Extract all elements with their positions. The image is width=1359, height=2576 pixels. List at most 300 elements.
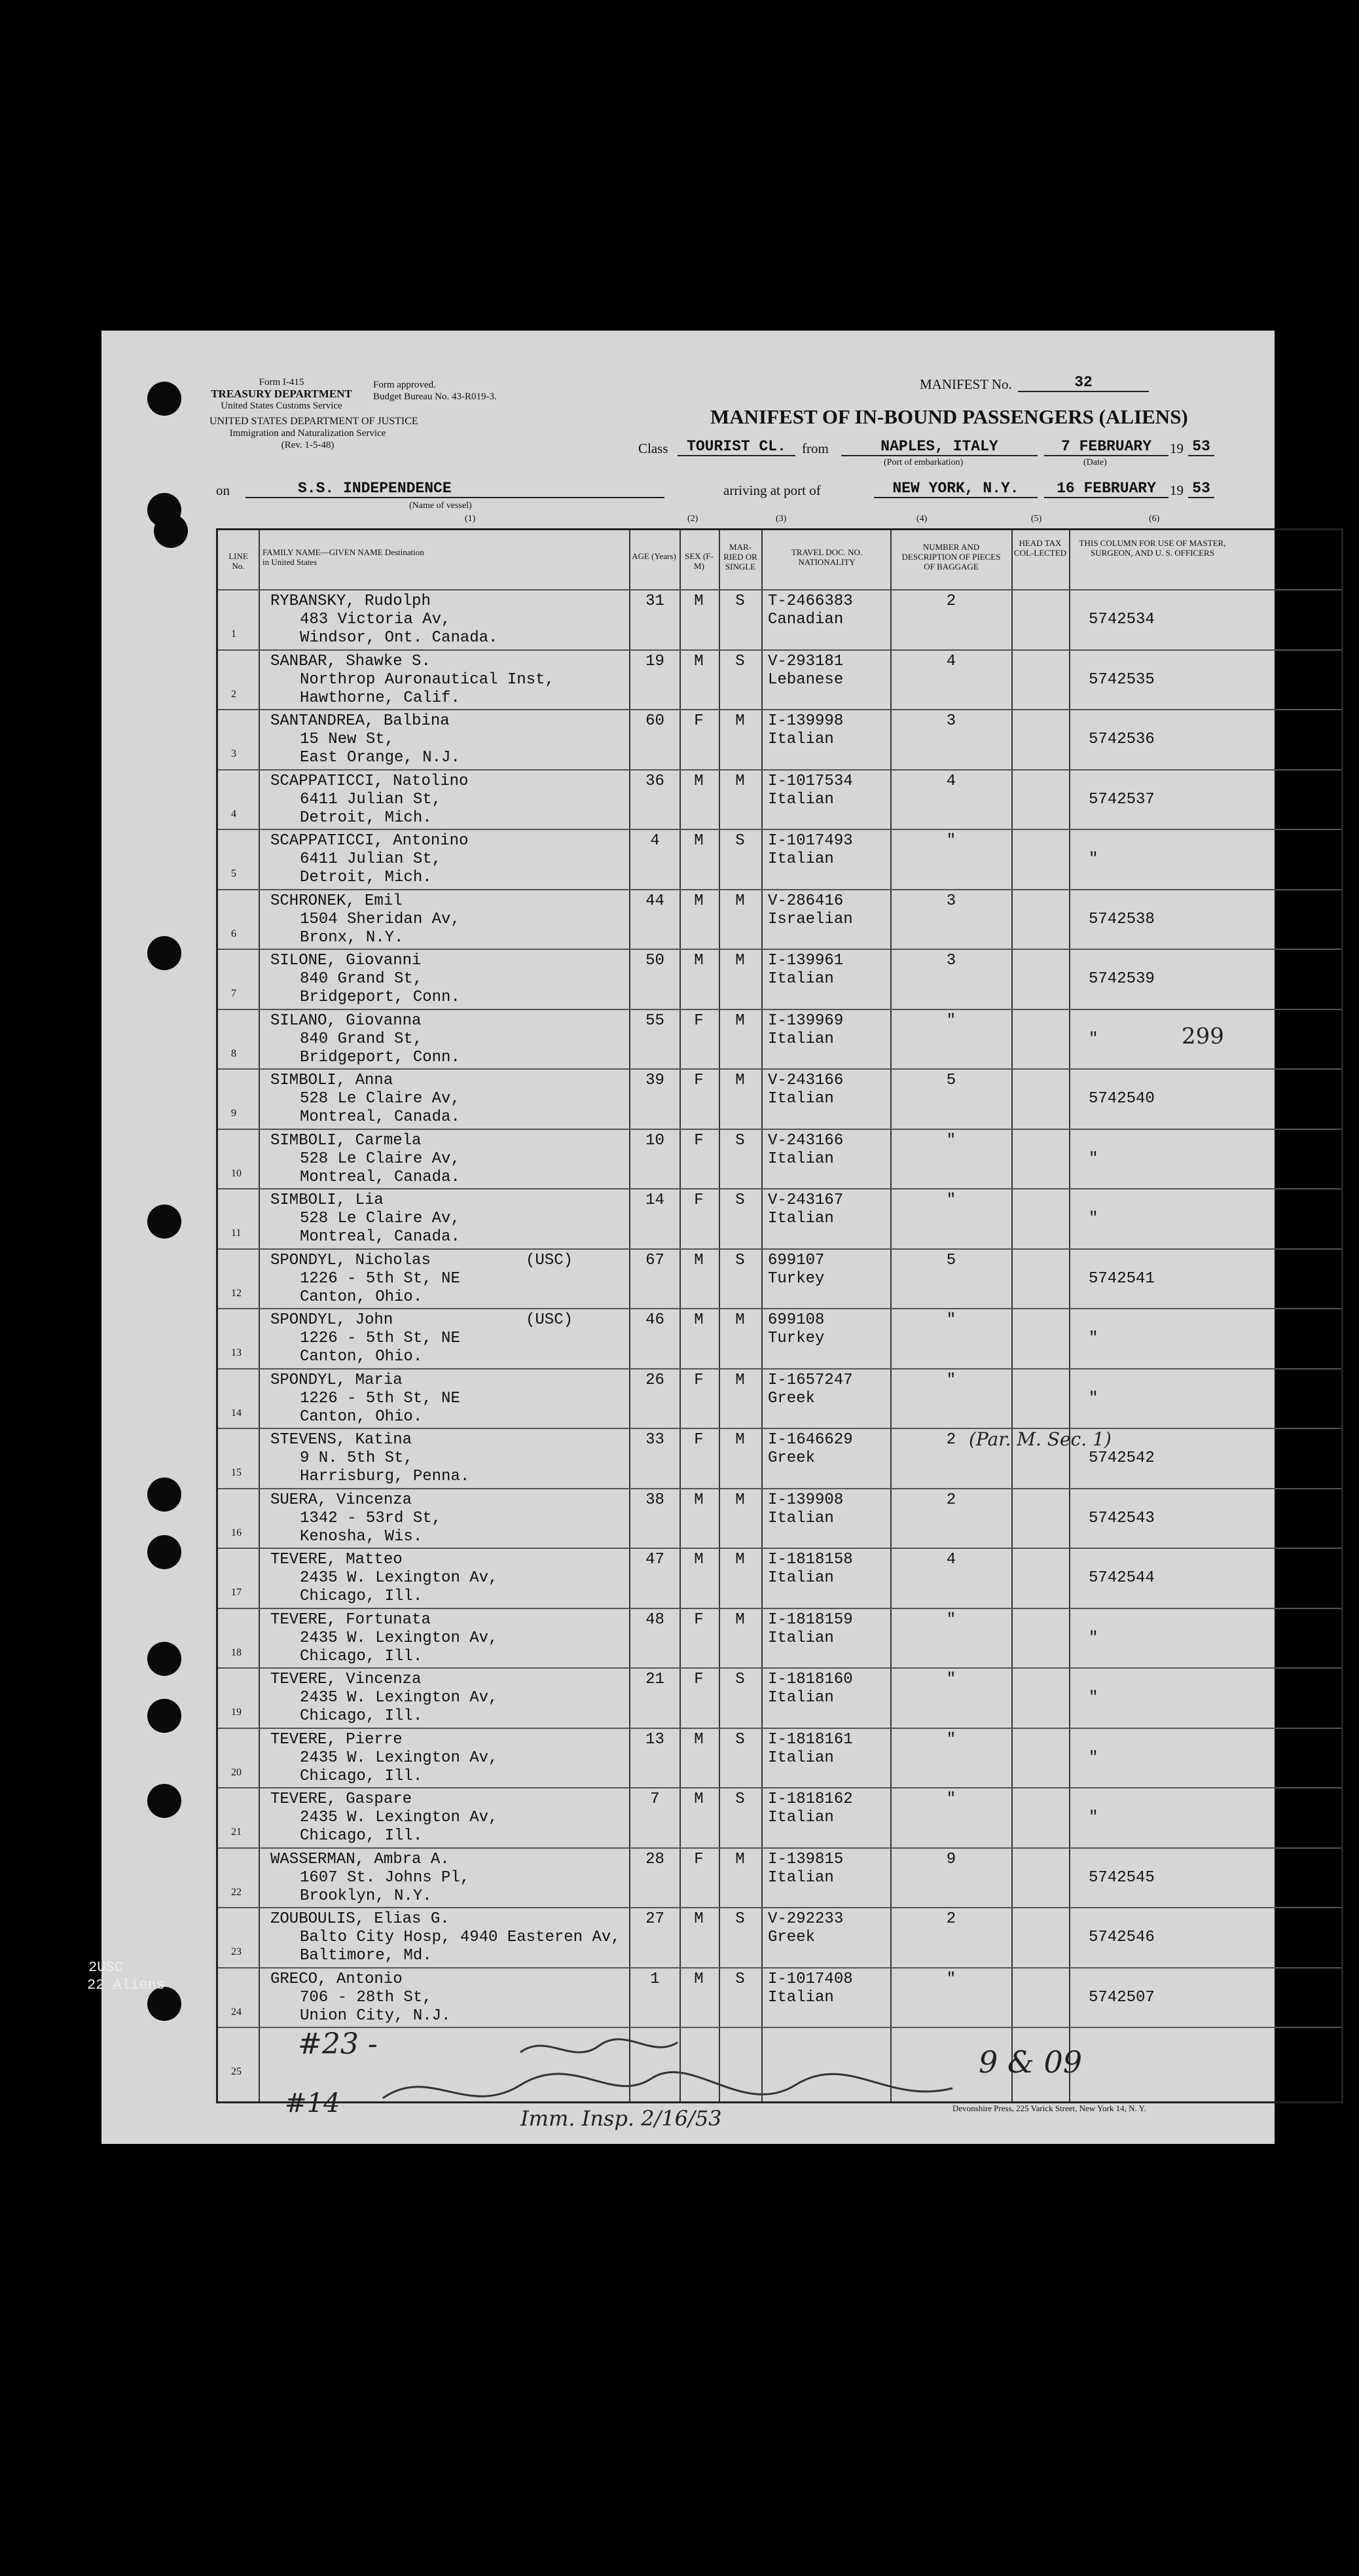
sex: M bbox=[694, 1910, 704, 1928]
header-travel-doc: TRAVEL DOC. NO. NATIONALITY bbox=[791, 547, 863, 567]
col-num-5: (5) bbox=[1031, 514, 1042, 524]
passenger-name: TEVERE, Vincenza bbox=[270, 1671, 422, 1688]
table-row bbox=[218, 649, 1341, 711]
col-num-1: (1) bbox=[465, 514, 476, 524]
table-row bbox=[218, 1728, 1341, 1789]
left-count-usc: 2USC bbox=[88, 1959, 123, 1976]
manifest-page bbox=[87, 331, 1275, 2144]
table-row bbox=[218, 1188, 1341, 1250]
address-line-1: 1226 - 5th St, NE bbox=[300, 1269, 460, 1288]
marital-status: M bbox=[735, 1072, 745, 1089]
passenger-name: TEVERE, Fortunata bbox=[270, 1610, 431, 1629]
citizenship-note: (USC) bbox=[526, 1251, 573, 1269]
address-line-1: 2435 W. Lexington Av, bbox=[300, 1569, 498, 1587]
officer-number: " bbox=[1089, 1809, 1098, 1826]
sex: M bbox=[694, 832, 704, 850]
baggage-count: 2 bbox=[946, 592, 956, 610]
col-num-6: (6) bbox=[1149, 514, 1160, 524]
line-number: 6 bbox=[231, 928, 236, 939]
table-row bbox=[218, 829, 1341, 890]
travel-doc-no: V-243166 bbox=[768, 1072, 844, 1089]
baggage-count: 3 bbox=[946, 892, 956, 910]
budget-bureau: Budget Bureau No. 43-R019-3. bbox=[373, 391, 497, 402]
address-line-2: Chicago, Ill. bbox=[300, 1647, 423, 1665]
address-line-1: 706 - 28th St, bbox=[300, 1988, 432, 2006]
age: 28 bbox=[645, 1850, 664, 1868]
passenger-name: SANTANDREA, Balbina bbox=[270, 712, 450, 730]
officer-number: " bbox=[1089, 1150, 1098, 1168]
baggage-count: " bbox=[946, 1730, 956, 1749]
nationality: Italian bbox=[768, 1868, 834, 1887]
baggage-count: " bbox=[946, 1131, 956, 1150]
sex: F bbox=[694, 1011, 704, 1030]
marital-status: S bbox=[735, 1790, 745, 1808]
travel-doc-no: 699107 bbox=[768, 1251, 825, 1269]
baggage-count: " bbox=[946, 1311, 956, 1329]
punch-hole bbox=[147, 936, 181, 970]
class-label: Class bbox=[638, 441, 668, 456]
passenger-name: SIMBOLI, Carmela bbox=[270, 1131, 422, 1150]
baggage-count: " bbox=[946, 1610, 956, 1629]
marital-status: M bbox=[735, 772, 745, 790]
line-number: 14 bbox=[231, 1407, 242, 1419]
baggage-count: 4 bbox=[946, 772, 956, 790]
right-mark: 9 & 09 bbox=[979, 2044, 1082, 2080]
port-of-embarkation: NAPLES, ITALY bbox=[841, 438, 1038, 456]
line-number: 4 bbox=[231, 808, 236, 820]
officer-number: 5742537 bbox=[1089, 790, 1155, 808]
line-number: 12 bbox=[231, 1287, 242, 1299]
nationality: Greek bbox=[768, 1389, 816, 1407]
department: TREASURY DEPARTMENT bbox=[211, 388, 352, 400]
age: 46 bbox=[645, 1311, 664, 1329]
officer-number: " bbox=[1089, 1389, 1098, 1407]
passenger-name: TEVERE, Gaspare bbox=[270, 1790, 412, 1808]
address-line-2: Montreal, Canada. bbox=[300, 1228, 460, 1246]
line-number: 3 bbox=[231, 748, 236, 759]
arrival-year: 53 bbox=[1188, 480, 1214, 498]
marital-status: S bbox=[735, 1131, 745, 1150]
marital-status: S bbox=[735, 832, 745, 850]
passenger-name: SILONE, Giovanni bbox=[270, 952, 422, 970]
year-prefix: 19 bbox=[1170, 441, 1184, 456]
customs-service: United States Customs Service bbox=[221, 401, 342, 411]
baggage-count: 4 bbox=[946, 1551, 956, 1569]
line-number: 21 bbox=[231, 1826, 242, 1838]
table-row bbox=[218, 1548, 1341, 1609]
arrival-port: NEW YORK, N.Y. bbox=[874, 480, 1038, 498]
marital-status: M bbox=[735, 1491, 745, 1509]
header-officers: THIS COLUMN FOR USE OF MASTER, SURGEON, AND U. S. OFFICERS bbox=[1079, 538, 1226, 558]
baggage-count: " bbox=[946, 1970, 956, 1988]
nationality: Israelian bbox=[768, 910, 853, 928]
line-number: 8 bbox=[231, 1047, 236, 1059]
sex: F bbox=[694, 1610, 704, 1629]
baggage-count: 9 bbox=[946, 1850, 956, 1868]
sex: F bbox=[694, 1072, 704, 1089]
travel-doc-no: T-2466383 bbox=[768, 592, 853, 610]
baggage-count: " bbox=[946, 832, 956, 850]
passenger-name: SIMBOLI, Anna bbox=[270, 1072, 393, 1089]
marital-status: M bbox=[735, 1850, 745, 1868]
header-line-no: LINE No. bbox=[228, 551, 248, 571]
travel-doc-no: I-1017534 bbox=[768, 772, 853, 790]
officer-number: " bbox=[1089, 850, 1098, 868]
table-row bbox=[218, 949, 1341, 1010]
passenger-name: GRECO, Antonio bbox=[270, 1970, 403, 1988]
nationality: Italian bbox=[768, 970, 834, 988]
baggage-count: 2 bbox=[946, 1910, 956, 1928]
baggage-count: 3 bbox=[946, 712, 956, 730]
punch-hole bbox=[147, 1699, 181, 1733]
address-line-2: Detroit, Mich. bbox=[300, 808, 432, 827]
doj-block bbox=[209, 416, 418, 451]
address-line-2: East Orange, N.J. bbox=[300, 749, 460, 767]
travel-doc-no: I-139961 bbox=[768, 952, 844, 970]
officer-number: 5742546 bbox=[1089, 1929, 1155, 1946]
travel-doc-no: I-139998 bbox=[768, 712, 844, 730]
nationality: Italian bbox=[768, 850, 834, 868]
nationality: Italian bbox=[768, 1150, 834, 1168]
sex: F bbox=[694, 1850, 704, 1868]
signature-scribble bbox=[376, 2026, 966, 2131]
officer-number: 5742536 bbox=[1089, 731, 1155, 748]
embarkation-date: 7 FEBRUARY bbox=[1044, 438, 1169, 456]
date-caption: (Date) bbox=[1083, 458, 1107, 467]
line-number: 22 bbox=[231, 1886, 242, 1898]
sex: M bbox=[694, 652, 704, 670]
table-row bbox=[218, 1368, 1341, 1430]
address-line-1: 2435 W. Lexington Av, bbox=[300, 1809, 498, 1826]
marital-status: M bbox=[735, 1371, 745, 1389]
header-head-tax: HEAD TAX COL-LECTED bbox=[1013, 538, 1067, 558]
nationality: Italian bbox=[768, 1210, 834, 1227]
age: 13 bbox=[645, 1730, 664, 1749]
line-number: 13 bbox=[231, 1347, 242, 1358]
address-line-2: Canton, Ohio. bbox=[300, 1348, 423, 1366]
table-row bbox=[218, 1248, 1341, 1310]
address-line-1: 1342 - 53rd St, bbox=[300, 1509, 442, 1527]
left-count-aliens: 22 Aliens bbox=[87, 1977, 165, 1993]
passenger-name: SPONDYL, Nicholas bbox=[270, 1251, 431, 1269]
line-number: 17 bbox=[231, 1587, 242, 1598]
age: 1 bbox=[650, 1970, 660, 1988]
officer-number: " bbox=[1089, 1210, 1098, 1227]
marital-status: M bbox=[735, 1011, 745, 1030]
passenger-name: TEVERE, Matteo bbox=[270, 1551, 403, 1569]
punch-hole bbox=[147, 1642, 181, 1676]
vessel-caption: (Name of vessel) bbox=[409, 501, 472, 511]
ins-name: Immigration and Naturalization Service bbox=[229, 428, 386, 439]
marital-status: S bbox=[735, 1671, 745, 1688]
doj-name: UNITED STATES DEPARTMENT OF JUSTICE bbox=[209, 416, 418, 427]
marital-status: S bbox=[735, 652, 745, 670]
address-line-2: Windsor, Ont. Canada. bbox=[300, 629, 498, 647]
address-line-1: 2435 W. Lexington Av, bbox=[300, 1629, 498, 1647]
travel-doc-no: V-292233 bbox=[768, 1910, 844, 1928]
address-line-2: Kenosha, Wis. bbox=[300, 1527, 423, 1546]
line-number: 10 bbox=[231, 1167, 242, 1179]
address-line-1: 2435 W. Lexington Av, bbox=[300, 1749, 498, 1767]
bottom-note-23: #23 - bbox=[298, 2027, 378, 2061]
passenger-name: SILANO, Giovanna bbox=[270, 1011, 422, 1030]
age: 33 bbox=[645, 1431, 664, 1449]
baggage-count: " bbox=[946, 1011, 956, 1030]
address-line-1: Balto City Hosp, 4940 Easteren Av, bbox=[300, 1929, 621, 1946]
age: 47 bbox=[645, 1551, 664, 1569]
passenger-name: STEVENS, Katina bbox=[270, 1431, 412, 1449]
age: 10 bbox=[645, 1131, 664, 1150]
printer-credit: Devonshire Press, 225 Varick Street, New York 14, N. Y. bbox=[952, 2103, 1146, 2113]
travel-doc-no: I-1818161 bbox=[768, 1730, 853, 1749]
citizenship-note: (USC) bbox=[526, 1311, 573, 1329]
col-num-2: (2) bbox=[687, 514, 698, 524]
address-line-2: Montreal, Canada. bbox=[300, 1108, 460, 1126]
inspector-signature: Imm. Insp. 2/16/53 bbox=[520, 2106, 722, 2131]
baggage-count: " bbox=[946, 1790, 956, 1808]
line-number: 16 bbox=[231, 1527, 242, 1538]
address-line-2: Chicago, Ill. bbox=[300, 1767, 423, 1785]
travel-doc-no: I-1818158 bbox=[768, 1551, 853, 1569]
header-age: AGE (Years) bbox=[632, 551, 676, 561]
address-line-2: Union City, N.J. bbox=[300, 2006, 451, 2025]
address-line-1: Northrop Auronautical Inst, bbox=[300, 670, 554, 689]
passenger-name: SANBAR, Shawke S. bbox=[270, 652, 431, 670]
address-line-1: 1504 Sheridan Av, bbox=[300, 910, 460, 928]
age: 31 bbox=[645, 592, 664, 610]
nationality: Italian bbox=[768, 1030, 834, 1048]
travel-doc-no: I-1017408 bbox=[768, 1970, 853, 1988]
address-line-2: Bridgeport, Conn. bbox=[300, 989, 460, 1006]
line-number: 1 bbox=[231, 628, 236, 640]
table-row bbox=[218, 1308, 1341, 1370]
travel-doc-no: V-293181 bbox=[768, 652, 844, 670]
age: 19 bbox=[645, 652, 664, 670]
sex: M bbox=[694, 892, 704, 910]
passenger-table bbox=[216, 528, 1343, 2103]
sex: F bbox=[694, 1371, 704, 1389]
passenger-name: SPONDYL, Maria bbox=[270, 1371, 403, 1389]
punch-hole bbox=[147, 1205, 181, 1239]
header-sex: SEX (F-M) bbox=[685, 551, 714, 571]
marital-status: M bbox=[735, 1610, 745, 1629]
address-line-2: Baltimore, Md. bbox=[300, 1947, 432, 1965]
arriving-label: arriving at port of bbox=[723, 482, 821, 498]
nationality: Lebanese bbox=[768, 670, 844, 689]
table-row bbox=[218, 1667, 1341, 1729]
table-row bbox=[218, 1009, 1341, 1070]
travel-doc-no: I-1818162 bbox=[768, 1790, 853, 1808]
revision: (Rev. 1-5-48) bbox=[281, 440, 335, 450]
line-number: 5 bbox=[231, 868, 236, 879]
travel-doc-no: V-286416 bbox=[768, 892, 844, 910]
address-line-2: Brooklyn, N.Y. bbox=[300, 1887, 432, 1905]
passenger-name: SCHRONEK, Emil bbox=[270, 892, 403, 910]
address-line-1: 840 Grand St, bbox=[300, 970, 423, 988]
arrival-date: 16 FEBRUARY bbox=[1044, 480, 1169, 498]
embarkation-year: 53 bbox=[1188, 438, 1214, 456]
sex: M bbox=[694, 592, 704, 610]
header-married: MAR-RIED OR SINGLE bbox=[723, 542, 757, 571]
form-header-left bbox=[200, 376, 363, 412]
table-row bbox=[218, 1907, 1341, 1968]
officer-number: 5742534 bbox=[1089, 611, 1155, 628]
address-line-1: 840 Grand St, bbox=[300, 1030, 423, 1048]
address-line-2: Harrisburg, Penna. bbox=[300, 1468, 470, 1485]
passenger-name: RYBANSKY, Rudolph bbox=[270, 592, 431, 610]
address-line-1: 1226 - 5th St, NE bbox=[300, 1330, 460, 1347]
age: 48 bbox=[645, 1610, 664, 1629]
punch-hole bbox=[147, 1535, 181, 1569]
address-line-2: Canton, Ohio. bbox=[300, 1407, 423, 1426]
sex: M bbox=[694, 1730, 704, 1749]
sex: M bbox=[694, 772, 704, 790]
travel-doc-no: V-243167 bbox=[768, 1191, 844, 1209]
passenger-name: SCAPPATICCI, Natolino bbox=[270, 772, 469, 790]
table-row bbox=[218, 709, 1341, 771]
age: 39 bbox=[645, 1072, 664, 1089]
line-number: 20 bbox=[231, 1766, 242, 1778]
address-line-1: 1607 St. Johns Pl, bbox=[300, 1868, 470, 1887]
baggage-count: " bbox=[946, 1191, 956, 1209]
sex: F bbox=[694, 1131, 704, 1150]
address-line-1: 15 New St, bbox=[300, 731, 395, 748]
from-label: from bbox=[802, 441, 829, 456]
line-number: 7 bbox=[231, 988, 236, 999]
travel-doc-no: I-1646629 bbox=[768, 1431, 853, 1449]
passenger-name: SPONDYL, John bbox=[270, 1311, 393, 1329]
table-row bbox=[218, 1787, 1341, 1849]
officer-number: 5742544 bbox=[1089, 1569, 1155, 1587]
punch-hole bbox=[147, 382, 181, 416]
officer-number: 5742545 bbox=[1089, 1868, 1155, 1887]
address-line-1: 9 N. 5th St, bbox=[300, 1449, 413, 1467]
vessel-name: S.S. INDEPENDENCE bbox=[245, 480, 664, 498]
manifest-number: 32 bbox=[1018, 374, 1149, 392]
address-line-2: Canton, Ohio. bbox=[300, 1288, 423, 1306]
baggage-count: 2 bbox=[946, 1431, 956, 1449]
line-number: 11 bbox=[231, 1227, 242, 1239]
table-row bbox=[218, 589, 1341, 651]
address-line-1: 528 Le Claire Av, bbox=[300, 1150, 460, 1168]
form-approved: Form approved. bbox=[373, 380, 436, 390]
form-number: Form I-415 bbox=[259, 377, 304, 388]
nationality: Italian bbox=[768, 1569, 834, 1587]
line-number: 19 bbox=[231, 1707, 242, 1718]
marital-status: M bbox=[735, 952, 745, 970]
punch-hole bbox=[147, 1784, 181, 1818]
marital-status: S bbox=[735, 1251, 745, 1269]
marital-status: M bbox=[735, 1311, 745, 1329]
marital-status: S bbox=[735, 1191, 745, 1209]
nationality: Italian bbox=[768, 1509, 834, 1527]
travel-doc-no: I-139969 bbox=[768, 1011, 844, 1030]
marital-status: M bbox=[735, 1551, 745, 1569]
address-line-1: 528 Le Claire Av, bbox=[300, 1090, 460, 1108]
officer-number: 5742542 bbox=[1089, 1449, 1155, 1467]
officer-number: 5742538 bbox=[1089, 910, 1155, 928]
baggage-count: 5 bbox=[946, 1251, 956, 1269]
address-line-2: Chicago, Ill. bbox=[300, 1827, 423, 1845]
baggage-count: 5 bbox=[946, 1072, 956, 1089]
age: 7 bbox=[650, 1790, 660, 1808]
line-number: 15 bbox=[231, 1467, 242, 1478]
officer-number: " bbox=[1089, 1749, 1098, 1767]
sex: F bbox=[694, 712, 704, 730]
nationality: Turkey bbox=[768, 1330, 825, 1347]
line-number: 9 bbox=[231, 1108, 236, 1119]
age: 26 bbox=[645, 1371, 664, 1389]
col-num-3: (3) bbox=[776, 514, 787, 524]
marital-status: M bbox=[735, 892, 745, 910]
travel-doc-no: I-1657247 bbox=[768, 1371, 853, 1389]
nationality: Italian bbox=[768, 1689, 834, 1707]
travel-doc-no: V-243166 bbox=[768, 1131, 844, 1150]
nationality: Turkey bbox=[768, 1269, 825, 1288]
nationality: Greek bbox=[768, 1449, 816, 1467]
officer-number: 5742507 bbox=[1089, 1988, 1155, 2006]
nationality: Italian bbox=[768, 1809, 834, 1826]
officer-number: " bbox=[1089, 1330, 1098, 1347]
nationality: Greek bbox=[768, 1929, 816, 1946]
paragraph-note: (Par. M. Sec. 1) bbox=[969, 1428, 1112, 1450]
age: 27 bbox=[645, 1910, 664, 1928]
header-baggage: NUMBER AND DESCRIPTION OF PIECES OF BAGGAGE bbox=[901, 542, 1001, 571]
officer-number: " bbox=[1089, 1689, 1098, 1707]
nationality: Italian bbox=[768, 1629, 834, 1647]
baggage-count: " bbox=[946, 1371, 956, 1389]
manifest-no-label: MANIFEST No. bbox=[920, 376, 1012, 392]
officer-number: 5742540 bbox=[1089, 1090, 1155, 1108]
marital-status: S bbox=[735, 1970, 745, 1988]
sex: M bbox=[694, 1491, 704, 1509]
port-caption: (Port of embarkation) bbox=[884, 458, 964, 467]
address-line-1: 6411 Julian St, bbox=[300, 790, 442, 808]
table-row bbox=[218, 1847, 1341, 1909]
age: 44 bbox=[645, 892, 664, 910]
address-line-2: Bronx, N.Y. bbox=[300, 928, 404, 947]
age: 38 bbox=[645, 1491, 664, 1509]
age: 21 bbox=[645, 1671, 664, 1688]
passenger-name: WASSERMAN, Ambra A. bbox=[270, 1850, 450, 1868]
bottom-note-14: #14 bbox=[285, 2088, 340, 2118]
age: 4 bbox=[650, 832, 660, 850]
marital-status: S bbox=[735, 592, 745, 610]
nationality: Italian bbox=[768, 790, 834, 808]
header-name: FAMILY NAME—GIVEN NAME Destination in United States bbox=[263, 547, 424, 567]
punch-hole bbox=[154, 514, 188, 548]
margin-number: 299 bbox=[1182, 1023, 1224, 1049]
line-number: 25 bbox=[231, 2066, 242, 2077]
table-row bbox=[218, 1967, 1341, 2029]
officer-number: 5742539 bbox=[1089, 970, 1155, 988]
table-row bbox=[218, 1608, 1341, 1669]
nationality: Canadian bbox=[768, 611, 844, 628]
line-number: 2 bbox=[231, 688, 236, 700]
address-line-2: Detroit, Mich. bbox=[300, 869, 432, 886]
on-label: on bbox=[216, 482, 230, 498]
baggage-count: 2 bbox=[946, 1491, 956, 1509]
age: 55 bbox=[645, 1011, 664, 1030]
travel-doc-no: I-1017493 bbox=[768, 832, 853, 850]
sex: M bbox=[694, 1551, 704, 1569]
line-number: 24 bbox=[231, 2006, 242, 2018]
sex: M bbox=[694, 1311, 704, 1329]
approval-block bbox=[373, 379, 497, 403]
age: 50 bbox=[645, 952, 664, 970]
passenger-name: TEVERE, Pierre bbox=[270, 1730, 403, 1749]
baggage-count: 4 bbox=[946, 652, 956, 670]
